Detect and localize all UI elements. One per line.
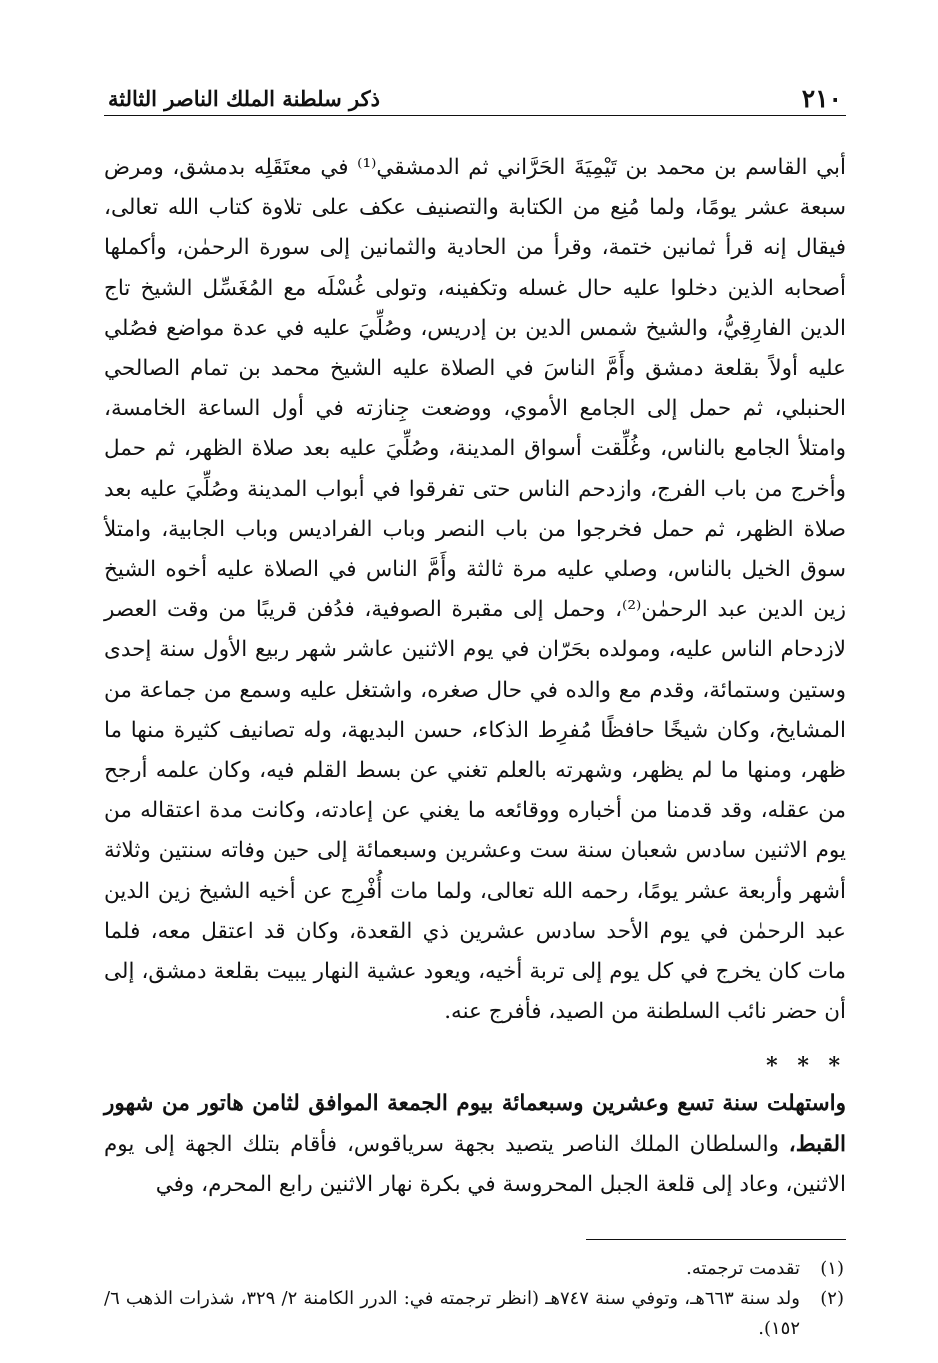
footnote-text: ولد سنة ٦٦٣هـ، وتوفي سنة ٧٤٧هـ (انظر ترجمته في: الدرر الكامنة ٢/ ٣٢٩، شذرات الذهب ٦/ ١٥٢).: [104, 1288, 800, 1340]
paragraph-new-year: [104, 1084, 846, 1205]
footnote-1: [104, 1254, 846, 1284]
page-header: [104, 60, 846, 116]
footnote-2: [104, 1284, 846, 1344]
section-heading: واستهلت سنة تسع وعشرين وسبعمائة بيوم الجمعة الموافق لثامن هاتور من شهور القبط،: [104, 1091, 846, 1157]
footnote-text: تقدمت ترجمته.: [686, 1258, 800, 1280]
section-separator: * * *: [766, 1053, 846, 1080]
paragraph-obituary: أبي القاسم بن محمد بن تَيْمِيَةَ الحَرَّاني ثم الدمشقي⁽¹⁾ في معتَقَلِه بدمشق، ومرض سبعة عشر يومًا، ولما مُنِع من الكتابة والتصنيف عكف على تلاوة كتاب الله تعالى، فيقال إنه قرأ ثمانين ختمة، وقرأ من الحادية والثمانين إلى سورة الرحمٰن، وأكملها أصحابه الذين دخلوا عليه حال غسله وتكفينه، وتولى غُسْلَه مع المُغَسِّل الشيخ تاج الدين الفارِقِيُّ، والشيخ شمس الدين بن إدريس، وصُلِّيَ عليه في عدة مواضع فصُلي عليه أولاً بقلعة دمشق وأَمَّ الناسَ في الصلاة عليه الشيخ محمد بن تمام الصالحي الحنبلي، ثم حمل إلى الجامع الأموي، ووضعت جِنازته في أول الساعة الخامسة، وامتلأ الجامع بالناس، وغُلِّقت أسواق المدينة، وصُلِّيَ عليه بعد صلاة الظهر، ثم حمل وأخرج من باب الفرج، وازدحم الناس حتى تفرقوا في أبواب المدينة وصُلِّيَ عليه بعد صلاة الظهر، ثم حمل فخرجوا من باب النصر وباب الفراديس وباب الجابية، وامتلأ سوق الخيل بالناس، وصلي عليه مرة ثالثة وأَمَّ الناس في الصلاة عليه أخوه الشيخ زين الدين عبد الرحمٰن⁽²⁾، وحمل إلى مقبرة الصوفية، فدُفن قريبًا من وقت العصر لازدحام الناس عليه، ومولده بحَرّان في يوم الاثنين عاشر شهر ربيع الأول سنة إحدى وستين وستمائة، وقدم مع والده في حال صغره، واشتغل عليه وسمع من جماعة من المشايخ، وكان شيخًا حافظًا مُفرِط الذكاء، حسن البديهة، وله تصانيف كثيرة منها ما ظهر، ومنها ما لم يظهر، وشهرته بالعلم تغني عن بسط القلم فيه، وكان علمه أرجح من عقله، وقد قدمنا من أخباره ووقائعه ما يغني عن إعادته، وكانت مدة اعتقاله من يوم الاثنين سادس شعبان سنة ست وعشرين وسبعمائة إلى حين وفاته سنتين وثلاثة أشهر وأربعة عشر يومًا، رحمه الله تعالى، ولما مات أُفْرِج عن أخيه الشيخ زين الدين عبد الرحمٰن في يوم الأحد سادس عشرين ذي القعدة، وكان قد اعتقل معه، فلما مات كان يخرج في كل يوم إلى تربة أخيه، ويعود عشية النهار يبيت بقلعة دمشق، إلى أن حضر نائب السلطنة من الصيد، فأفرج عنه.: [104, 155, 846, 1025]
footnote-number: (١): [820, 1258, 844, 1280]
footnotes: [104, 1254, 846, 1344]
running-title: ذكر سلطنة الملك الناصر الثالثة: [108, 86, 380, 111]
book-page: [104, 60, 846, 1363]
paragraph-continuation: والسلطان الملك الناصر يتصيد بجهة سرياقوس، فأقام بتلك الجهة إلى يوم الاثنين، وعاد إلى قلعة الجبل المحروسة في بكرة نهار الاثنين رابع المحرم، وفي: [104, 1131, 846, 1197]
footnote-number: (٢): [820, 1288, 844, 1310]
footnote-rule: [586, 1239, 846, 1240]
page-number: ٢١٠: [801, 84, 842, 113]
header-rule: [104, 115, 846, 116]
main-text: [104, 148, 846, 1205]
